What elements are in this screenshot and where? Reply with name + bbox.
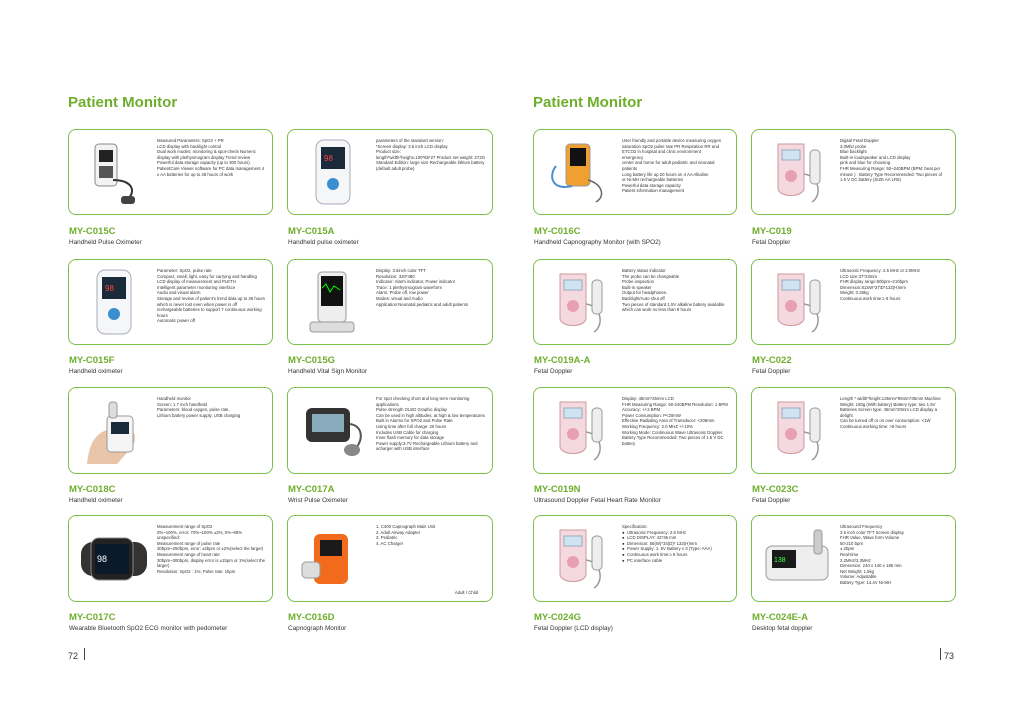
product-code: MY-C019N <box>534 484 581 495</box>
page-title-left: Patient Monitor <box>68 94 178 111</box>
handheld-oximeter-icon <box>296 136 371 208</box>
product-card <box>287 129 493 215</box>
description-line: FHR Measuring Range: 50~240BPM (BPM: beat per minute ) Battery Type Recommended: Two pieces of 1.5 V DC battery (SIZE AA LR6) <box>840 165 943 183</box>
description-line: Inner flash memory for data storage <box>376 435 445 441</box>
description-line: Length * width*height:135mm*95mm*35mm Machine <box>840 396 941 401</box>
description-line: Powerful data storage capacity (up to 300 hours) <box>157 160 250 166</box>
page-title-right: Patient Monitor <box>533 94 643 111</box>
description-line: Powerful data storage capacity <box>622 182 681 188</box>
description-line: Blue backlight <box>840 149 867 155</box>
description-line: FHR Measuring Range: 50-240BPM Resolution: 1 BPM <box>622 401 728 407</box>
description-line: ● Dimension: 56(W)*34(D)* 132(H)mm <box>622 540 697 546</box>
description-line: Patient information management <box>622 188 685 194</box>
svg-text:98: 98 <box>105 284 114 293</box>
description-line: 2.2MHz/3.3MHz <box>840 557 871 563</box>
product-card <box>751 129 956 215</box>
description-line: Continuous working time: >8 hours <box>840 423 907 429</box>
description-line: Compact, small, light, easy for carrying and handling <box>157 273 257 279</box>
description-line: pink and blue for choosing <box>840 160 891 166</box>
product-name: Fetal Doppler <box>534 368 573 375</box>
product-code: MY-C015C <box>69 226 116 237</box>
description-line: Working Mode: Continuous Wave Ultrasonic Doppler <box>622 429 723 435</box>
product-name: Handheld oximeter <box>69 497 123 504</box>
description-line: ● Continuous work time:≥ 8 hours <box>622 551 688 557</box>
product-card <box>751 387 956 474</box>
description-line: PatientCare Viewer software for PC data management 4 x AA batteries for up to 48 hours of work <box>157 165 265 177</box>
description-line: 0%~100%, error: 70%~100% ±2%; 0%~69% unspecified; <box>157 529 243 541</box>
svg-text:98: 98 <box>324 154 333 163</box>
description-line: 1. C400 Capnograph Main Unit <box>376 524 436 529</box>
description-line: User friendly and portable device measuring oxygen saturation SpO2 pulse rate PR Respiration RR and ETCO2 in hospital and clinic environment <box>622 138 722 155</box>
product-name: Handheld oximeter <box>69 368 123 375</box>
description-line: Pulse strength OLED Graphic display <box>376 407 448 413</box>
description-line: Built-in speaker <box>622 284 652 290</box>
page-number-right: 73 <box>944 651 955 661</box>
product-description <box>376 396 486 469</box>
product-code: MY-C023C <box>752 484 799 495</box>
description-line: Built-in loudspeaker and LCD display <box>840 154 911 160</box>
description-line: Display: 3.5inch color TFT <box>376 268 426 273</box>
product-note: Adult / Child <box>454 590 478 595</box>
description-line: Batteries Screen type: 45mm*20mm LCD display a delight <box>840 407 937 418</box>
svg-text:98: 98 <box>97 554 108 564</box>
hand-held-oximeter-icon <box>77 394 152 467</box>
description-line: FHR Value, Wave form Volume <box>840 535 900 541</box>
page-separator-left <box>84 648 85 660</box>
description-line: ● LCD DISPLAY: 42*36 mm <box>622 535 677 541</box>
description-line: Output for headphones. <box>622 290 668 296</box>
description-line: Indicator: Alarm indicator, Power indicator <box>376 279 456 285</box>
fetal-doppler-icon <box>760 266 835 338</box>
product-code: MY-C016D <box>288 612 335 623</box>
fetal-doppler-icon <box>760 394 835 467</box>
description-line: Effective Radiating Area of Transducer: <208mm <box>622 418 715 424</box>
product-card <box>533 387 737 474</box>
description-line: 4. AC Charger <box>376 540 404 546</box>
description-line: *Screen display: 3.5 inch LCD display <box>376 143 448 149</box>
handheld-oximeter-icon <box>77 266 152 338</box>
description-line: FHR display range:50bpm~210bpm <box>840 279 908 285</box>
description-line: Handheld monitor <box>157 396 191 401</box>
description-line: Display: 45mm*25mm LCD <box>622 396 674 401</box>
description-line: 30bpm~250bpm, error: ±2bpm or ±2%(select the larger) <box>157 546 264 552</box>
description-line: Storage and review of patient's trend data up to 36 hours which is never lost even when power is off <box>157 295 266 307</box>
description-line: Power Consumption: P<20mW <box>622 412 681 418</box>
description-line: LCD size:37*23mm <box>840 273 878 279</box>
description-line: Lithium battery power supply. USB charging <box>157 412 241 418</box>
description-line: Power supply:3.7V Rechargeable Lithium battery and acharger with USB interface <box>376 440 478 452</box>
description-line: Battery Type: 14.4V Ni-MH <box>840 579 892 585</box>
product-code: MY-C017C <box>69 612 116 623</box>
wrist-oximeter-icon <box>296 394 371 467</box>
description-line: Alarm: Probe off, low power <box>376 290 429 296</box>
description-line: Two pieces of standard 1.5V alkaline battery available which can work no less than 8 hours <box>622 301 725 313</box>
capnograph-icon <box>296 522 371 595</box>
description-line: Weight: 0.26kg <box>840 290 869 296</box>
product-description <box>157 524 266 597</box>
description-line: or Ni-MH rechargeable batteries <box>622 177 684 183</box>
capnography-monitor-icon <box>542 136 617 208</box>
description-line: Dimension:81SW*37\D*132(H)mm <box>840 284 906 290</box>
description-line: Probe inspection <box>622 279 655 285</box>
product-code: MY-C015F <box>69 355 115 366</box>
description-line: Using time after full charge: 20 hours <box>376 423 447 429</box>
product-description <box>840 138 949 210</box>
product-name: Handheld Capnography Monitor (with SPO2) <box>534 239 661 246</box>
product-description <box>622 396 730 469</box>
product-name: Fetal Doppler <box>752 239 791 246</box>
description-line: Audio and visual alarm <box>157 290 201 296</box>
description-line: Automatic power off <box>157 318 195 324</box>
fetal-doppler-icon <box>542 522 617 595</box>
product-description <box>622 524 730 597</box>
product-description <box>840 524 949 597</box>
description-line: ● Ultrasonic Frequency: 2.5 MHz <box>622 529 686 535</box>
description-line: Dual work modes: monitoring & spot-check Numeric display with plethysmogram display Trend review <box>157 149 256 160</box>
product-card <box>533 259 737 345</box>
product-description <box>376 268 486 340</box>
product-code: MY-C019 <box>752 226 792 237</box>
description-line: Accuracy: +/-2 BPM <box>622 407 661 413</box>
description-line: Product size: <box>376 149 401 155</box>
description-line: 3.5 inch color TFT Screen display <box>840 529 904 535</box>
product-code: MY-C022 <box>752 355 792 366</box>
product-description <box>376 524 486 597</box>
description-line: center and home for adult pediatric and neonatal patients <box>622 160 715 171</box>
product-card <box>287 515 493 602</box>
product-name: Handheld Vital Sign Monitor <box>288 368 368 375</box>
description-line: Ultrasound Frequency <box>840 524 883 529</box>
description-line: Can be turned off or on over consumption: <1W <box>840 418 931 424</box>
description-line: Digital Fetal Doppler <box>840 138 879 143</box>
description-line: ● PC interface cable <box>622 557 663 563</box>
description-line: rechargeable batteries to support 7 continuous working hours <box>157 307 262 318</box>
fetal-doppler-icon <box>542 266 617 338</box>
product-description <box>157 138 266 210</box>
product-name: Wearable Bluetooth SpO2 ECG monitor with pedometer <box>69 625 228 632</box>
product-card <box>68 259 273 345</box>
product-code: MY-C024G <box>534 612 581 623</box>
product-code: MY-C015A <box>288 226 335 237</box>
product-name: Handheld pulse oximeter <box>288 239 359 246</box>
product-card <box>68 129 273 215</box>
product-name: Handheld Pulse Oximeter <box>69 239 142 246</box>
smart-watch-icon <box>77 522 152 595</box>
description-line: Measured Parameters: SpO2 + PR <box>157 138 224 143</box>
product-name: Fetal Doppler (LCD display) <box>534 625 613 632</box>
description-line: Ultrasonic Frequency: 2.5 MHz or 2.0MHz <box>840 268 920 273</box>
description-line: 50-210 bpm <box>840 540 863 546</box>
description-line: Built in Alarms for SPO2 and Pulse Rate <box>376 418 453 424</box>
description-line: ± 2bpm <box>840 546 855 552</box>
product-name: Ultrasound Doppler Fetal Heart Rate Monitor <box>534 497 661 504</box>
description-line: Backlight/Auto shut off <box>622 295 665 301</box>
description-line: LCD display of measurement and PLETH <box>157 279 236 285</box>
description-line: Can be used in high altitudes, at high & low temperatures <box>376 412 485 418</box>
product-description <box>840 396 949 469</box>
description-line: Dimension: 240 x 140 x 185 mm <box>840 563 902 569</box>
vital-sign-monitor-dock-icon <box>296 266 371 338</box>
description-line: Battery Type Recommended: Two pieces of 1.5 V DC battery <box>622 435 724 446</box>
description-line: LCD display with backlight control <box>157 143 222 149</box>
description-line: For spot checking short and long term monitoring applications <box>376 396 470 407</box>
description-line: Measurement range of pulse rate <box>157 540 221 546</box>
product-card <box>751 259 956 345</box>
description-line: Application:Neonatal pediatric and adult patients <box>376 301 468 307</box>
product-name: Capnograph Monitor <box>288 625 347 632</box>
product-description <box>622 268 730 340</box>
description-line: Real-time <box>840 551 859 557</box>
product-name: Fetal Doppler <box>752 497 791 504</box>
product-card <box>68 387 273 474</box>
description-line: ● Power Supply: 1. 5V Battery x 3 (Type: AAA) <box>622 546 712 552</box>
product-description <box>157 396 266 469</box>
product-description <box>157 268 266 340</box>
description-line: Modes: visual and Audio <box>376 295 423 301</box>
description-line: The probe can be changeable <box>622 273 680 279</box>
description-line: 2. Adult Airway Adapter <box>376 529 421 535</box>
description-line: Measurement range of SpO2 <box>157 524 213 529</box>
product-card <box>287 259 493 345</box>
description-line: Weight: 180g (With battery) Battery type: two 1.5V <box>840 401 936 407</box>
description-line: Parameter: SpO2, pulse rate <box>157 268 212 273</box>
product-card <box>287 387 493 474</box>
description-line: Working Frequency: 2.0 MHZ +/-10% <box>622 423 693 429</box>
product-name: Wrist Pulse Oximeter <box>288 497 348 504</box>
product-code: MY-C019A-A <box>534 355 591 366</box>
description-line: (default adult probe) <box>376 165 415 171</box>
product-description <box>840 268 949 340</box>
fetal-doppler-icon <box>542 394 617 467</box>
description-line: parameters of the standard version: <box>376 138 444 143</box>
product-name: Fetal Doppler <box>752 368 791 375</box>
svg-text:138: 138 <box>774 557 786 564</box>
description-line: Measurement range of heart rate <box>157 551 220 557</box>
product-card <box>751 515 956 602</box>
product-code: MY-C018C <box>69 484 116 495</box>
page-separator-right <box>940 648 941 660</box>
description-line: Parameters: blood oxygen, pulse rate, <box>157 407 230 413</box>
product-name: Desktop fetal doppler <box>752 625 813 632</box>
description-line: Trace: 1 plethysmogram waveform <box>376 284 442 290</box>
product-code: MY-C016C <box>534 226 581 237</box>
description-line: Resolution: SpO2 : 1%; Pulse rate: 1bpm <box>157 568 236 574</box>
description-line: Continuous work time:≥ 8 hours <box>840 295 901 301</box>
description-line: Screen: 1.7 inch handheld <box>157 401 207 407</box>
description-line: 3. Pediatric <box>376 535 398 541</box>
description-line: Net Weight: 1.5kg <box>840 568 875 574</box>
product-card <box>533 129 737 215</box>
description-line: emergency <box>622 154 644 160</box>
description-line: Long battery life up 20 hours on 4 AA Alkaline <box>622 171 709 177</box>
description-line: Volume: Adjustable <box>840 574 877 580</box>
product-code: MY-C015G <box>288 355 335 366</box>
description-line: 3.0Mhz probe <box>840 143 867 149</box>
description-line: Battery status indicator <box>622 268 666 273</box>
description-line: 30bpm~300bpm, display error is ±1bpm or 1%(select the larger) <box>157 557 266 569</box>
handheld-oximeter-with-probe-icon <box>77 136 152 208</box>
product-card <box>68 515 273 602</box>
page-number-left: 72 <box>68 651 79 661</box>
product-card <box>533 515 737 602</box>
product-code: MY-C017A <box>288 484 335 495</box>
product-description <box>622 138 730 210</box>
fetal-doppler-icon <box>760 136 835 208</box>
description-line: Resolution: 320*480 <box>376 273 415 279</box>
desktop-fetal-doppler-icon <box>760 522 835 595</box>
description-line: Includes USB Cable for charging <box>376 429 439 435</box>
description-line: length*width*height=100*65*27 Product net weight: 272G Standard Edition: large size Rechargeable lithium battery <box>376 154 486 166</box>
description-line: Specification: <box>622 524 648 529</box>
product-description <box>376 138 486 210</box>
product-code: MY-C024E-A <box>752 612 808 623</box>
description-line: Intelligent parameter monitoring interface <box>157 284 236 290</box>
